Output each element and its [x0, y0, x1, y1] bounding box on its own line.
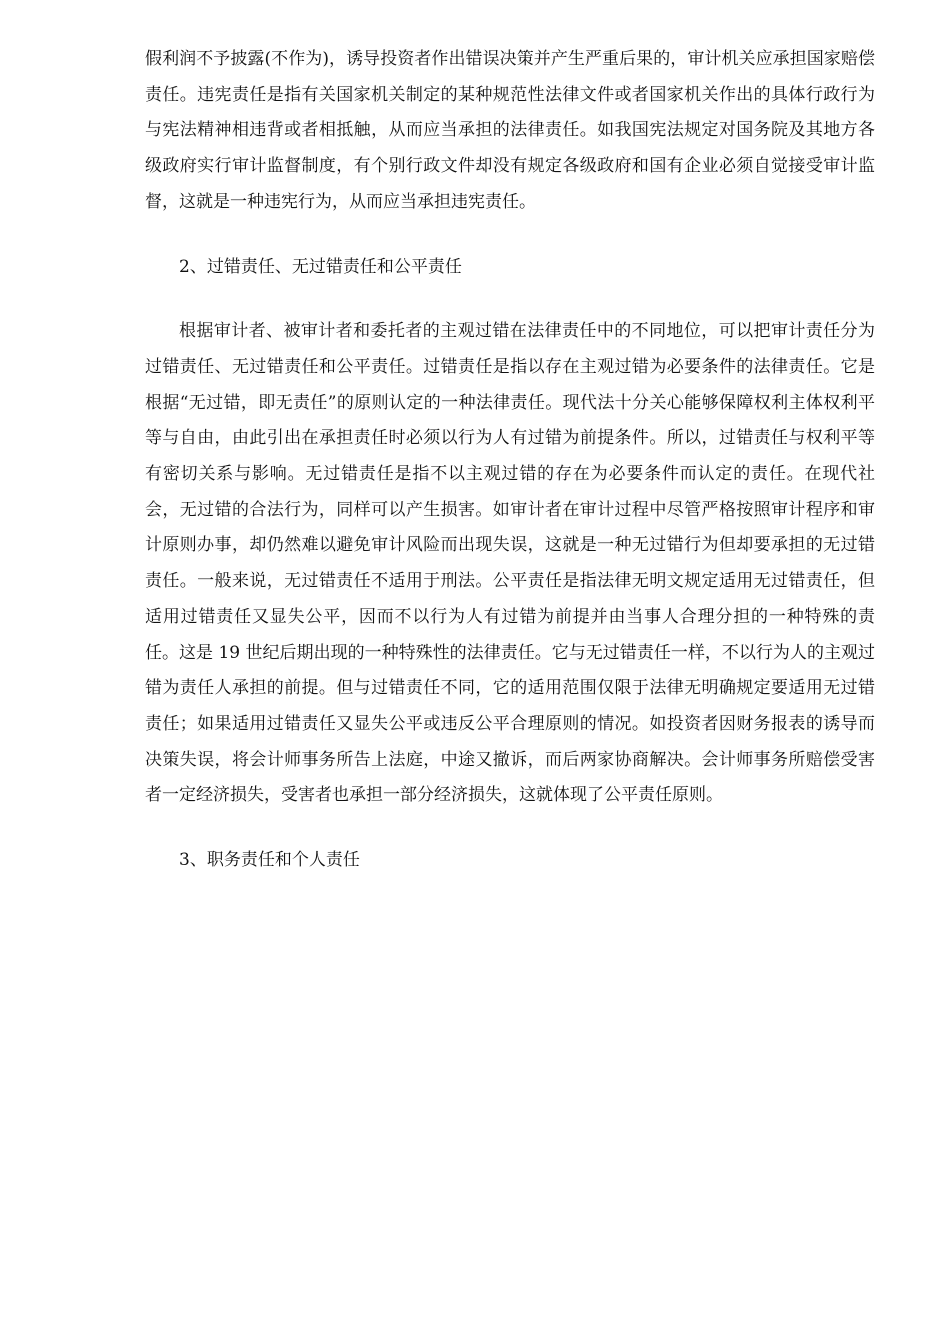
- section-heading-2: 2、过错责任、无过错责任和公平责任: [179, 256, 462, 277]
- body-paragraph: 根据审计者、被审计者和委托者的主观过错在法律责任中的不同地位，可以把审计责任分为过错责任、无过错责任和公平责任。过错责任是指以存在主观过错为必要条件的法律责任。它是根据“无过错，即无责任”的原则认定的一种法律责任。现代法十分关心能够保障权利主体权利平等与自由，由此引出在承担责任时必须以行为人有过错为前提条件。所以，过错责任与权利平等有密切关系与影响。无过错责任是指不以主观过错的存在为必要条件而认定的责任。在现代社会，无过错的合法行为，同样可以产生损害。如审计者在审计过程中尽管严格按照审计程序和审计原则办事，却仍然难以避免审计风险而出现失误，这就是一种无过错行为但却要承担的无过错责任。一般来说，无过错责任不适用于刑法。公平责任是指法律无明文规定适用无过错责任，但适用过错责任又显失公平，因而不以行为人有过错为前提并由当事人合理分担的一种特殊的责任。这是 19 世纪后期出现的一种特殊性的法律责任。它与无过错责任一样，不以行为人的主观过错为责任人承担的前提。但与过错责任不同，它的适用范围仅限于法律无明确规定要适用无过错责任；如果适用过错责任又显失公平或违反公平合理原则的情况。如投资者因财务报表的诱导而决策失误，将会计师事务所告上法庭，中途又撤诉，而后两家协商解决。会计师事务所赔偿受害者一定经济损失，受害者也承担一部分经济损失，这就体现了公平责任原则。: [145, 321, 875, 806]
- section-heading-3: 3、职务责任和个人责任: [179, 850, 360, 871]
- continuation-paragraph: 假利润不予披露(不作为)，诱导投资者作出错误决策并产生严重后果的，审计机关应承担国家赔偿责任。违宪责任是指有关国家机关制定的某种规范性法律文件或者国家机关作出的具体行政行为与宪法精神相违背或者相抵触，从而应当承担的法律责任。如我国宪法规定对国务院及其地方各级政府实行审计监督制度，有个别行政文件却没有规定各级政府和国有企业必须自觉接受审计监督，这就是一种违宪行为，从而应当承担违宪责任。: [145, 49, 875, 212]
- document-body: [145, 42, 875, 879]
